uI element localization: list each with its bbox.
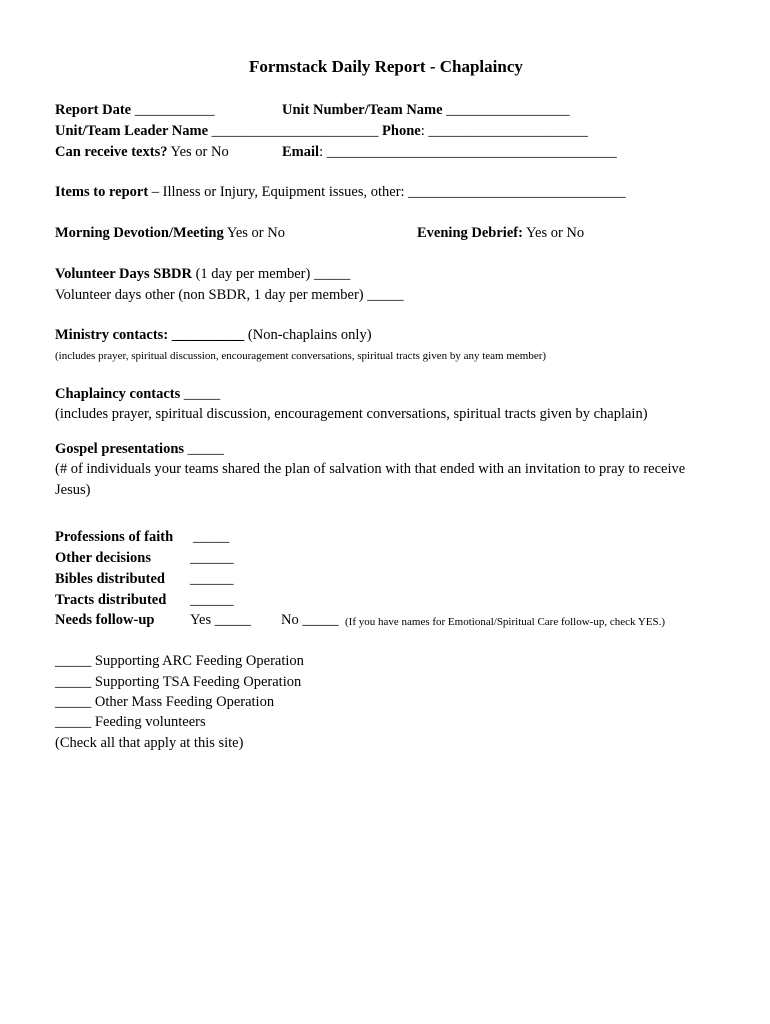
texts-row xyxy=(55,143,229,161)
gospel-label: Gospel presentations xyxy=(55,441,185,457)
count-label: Other decisions xyxy=(55,550,151,566)
team-leader-field[interactable]: _______________________ xyxy=(211,123,379,139)
volunteer-sbdr-row xyxy=(55,265,350,283)
email-field[interactable]: : ________________________________________ xyxy=(319,144,617,160)
feeding-item[interactable]: _____ Supporting TSA Feeding Operation xyxy=(55,674,302,690)
ministry-note: (includes prayer, spiritual discussion, encouragement conversations, spiritual tracts given by any team member) xyxy=(55,350,547,362)
count-label: Professions of faith xyxy=(55,529,174,545)
unit-number-field[interactable]: _________________ xyxy=(446,102,570,118)
volunteer-other-row[interactable]: Volunteer days other (non SBDR, 1 day per member) _____ xyxy=(55,287,404,303)
texts-label: Can receive texts? xyxy=(55,144,168,160)
followup-yes[interactable]: Yes _____ xyxy=(190,612,251,628)
chaplaincy-row xyxy=(55,385,220,403)
report-date-field[interactable]: ___________ xyxy=(134,102,215,118)
unit-number-label: Unit Number/Team Name xyxy=(282,102,443,118)
phone-field[interactable]: : ______________________ xyxy=(420,123,588,139)
debrief-options[interactable]: Yes or No xyxy=(522,225,585,241)
report-date-label: Report Date xyxy=(55,102,132,118)
items-text[interactable]: – Illness or Injury, Equipment issues, other: ______________________________ xyxy=(148,184,626,200)
chaplaincy-label: Chaplaincy contacts xyxy=(55,386,181,402)
team-leader-label: Unit/Team Leader Name xyxy=(55,123,209,139)
count-field[interactable]: ______ xyxy=(190,571,234,587)
count-field[interactable]: ______ xyxy=(190,550,234,566)
email-label: Email xyxy=(282,144,320,160)
items-label: Items to report xyxy=(55,184,149,200)
followup-label: Needs follow-up xyxy=(55,612,155,628)
feeding-note: (Check all that apply at this site) xyxy=(55,735,244,751)
unit-number-row xyxy=(282,101,569,119)
ministry-label[interactable]: Ministry contacts: __________ xyxy=(55,327,245,343)
report-date-row xyxy=(55,101,214,119)
devotion-row xyxy=(55,224,285,242)
feeding-item[interactable]: _____ Other Mass Feeding Operation xyxy=(55,694,275,710)
email-row xyxy=(282,143,617,161)
followup-note: (If you have names for Emotional/Spiritual Care follow-up, check YES.) xyxy=(345,616,666,628)
chaplaincy-field[interactable]: _____ xyxy=(180,386,221,402)
feeding-item[interactable]: _____ Supporting ARC Feeding Operation xyxy=(55,653,304,669)
ministry-text: (Non-chaplains only) xyxy=(244,327,372,343)
items-row xyxy=(55,183,626,201)
gospel-row xyxy=(55,440,224,458)
debrief-label: Evening Debrief: xyxy=(417,225,523,241)
count-label: Tracts distributed xyxy=(55,592,167,608)
feeding-item[interactable]: _____ Feeding volunteers xyxy=(55,714,206,730)
gospel-field[interactable]: _____ xyxy=(184,441,224,457)
followup-no[interactable]: No _____ xyxy=(281,612,339,628)
team-leader-row xyxy=(55,122,588,140)
ministry-row xyxy=(55,326,372,344)
texts-options[interactable]: Yes or No xyxy=(167,144,229,160)
volunteer-sbdr-label: Volunteer Days SBDR xyxy=(55,266,192,282)
count-field[interactable]: ______ xyxy=(190,592,234,608)
page-title: Formstack Daily Report - Chaplaincy xyxy=(249,57,523,76)
devotion-label: Morning Devotion/Meeting xyxy=(55,225,224,241)
chaplaincy-note: (includes prayer, spiritual discussion, encouragement conversations, spiritual tracts given by chaplain) xyxy=(55,406,648,422)
volunteer-sbdr-field[interactable]: (1 day per member) _____ xyxy=(191,266,351,282)
gospel-note: (# of individuals your teams shared the plan of salvation with that ended with an invitation to pray to receive Jesus) xyxy=(55,461,686,498)
phone-label: Phone xyxy=(382,123,421,139)
count-field[interactable]: _____ xyxy=(193,529,230,545)
count-label: Bibles distributed xyxy=(55,571,165,587)
devotion-options[interactable]: Yes or No xyxy=(223,225,285,241)
debrief-row xyxy=(417,224,584,242)
